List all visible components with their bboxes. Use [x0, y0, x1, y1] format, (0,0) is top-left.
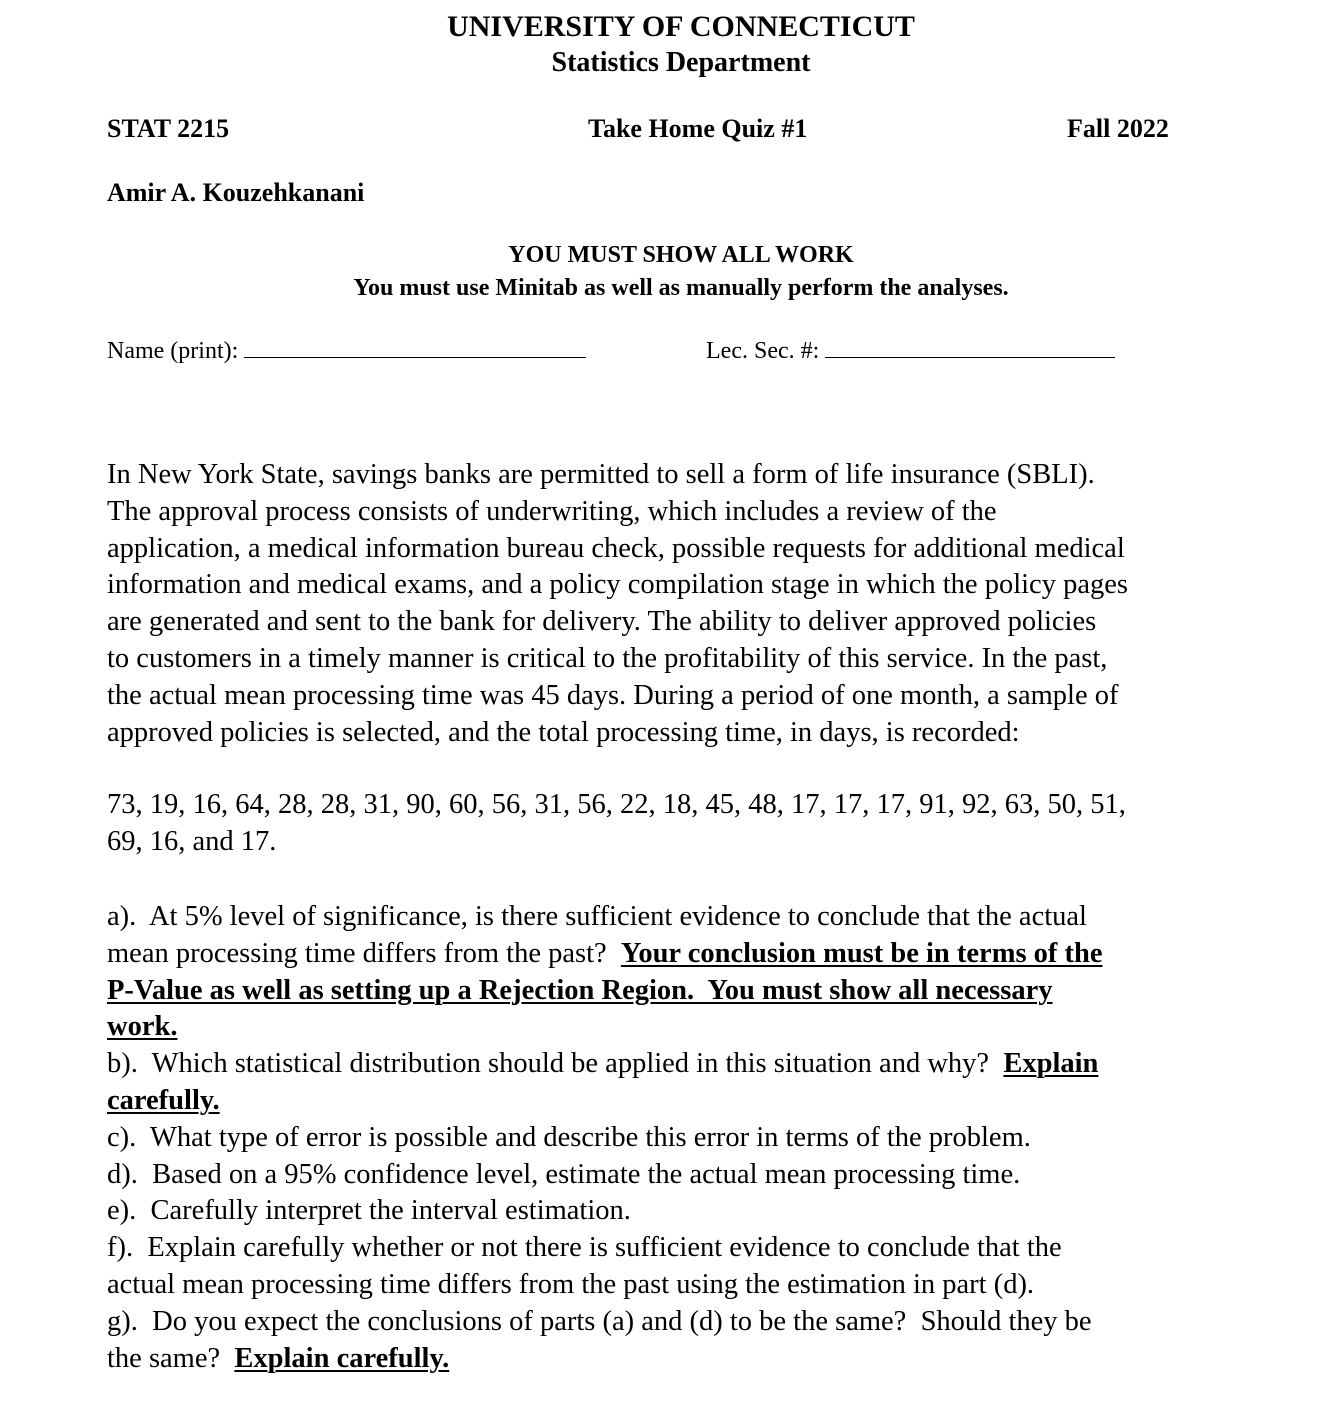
- question-line: [107, 936, 1103, 973]
- question-line: [107, 1341, 1103, 1378]
- question-line: [107, 973, 1103, 1010]
- question-line: [107, 1046, 1103, 1083]
- section-label: Lec. Sec. #:: [706, 338, 820, 364]
- question-text: the same?: [107, 1342, 235, 1374]
- question-text: actual mean processing time differs from the past using the estimation in part (d).: [107, 1268, 1035, 1300]
- emphasis-text: P-Value as well as setting up a Rejection Region. You must show all necessary: [107, 974, 1053, 1006]
- problem-statement: [107, 457, 1128, 751]
- emphasis-text: Explain: [1003, 1048, 1099, 1080]
- instruction-minitab: You must use Minitab as well as manually perform the analyses.: [353, 275, 1009, 301]
- question-line: [107, 1304, 1103, 1341]
- question-line: [107, 1230, 1103, 1267]
- problem-line: the actual mean processing time was 45 days. During a period of one month, a sample of: [107, 679, 1119, 711]
- problem-line: approved policies is selected, and the total processing time, in days, is recorded:: [107, 716, 1020, 748]
- problem-line: The approval process consists of underwriting, which includes a review of the: [107, 495, 997, 527]
- university-name: UNIVERSITY OF CONNECTICUT: [447, 10, 915, 43]
- data-values: [107, 787, 1126, 861]
- emphasis-text: Your conclusion must be in terms of the: [620, 937, 1103, 969]
- department-name: Statistics Department: [551, 47, 811, 78]
- name-label: Name (print):: [107, 338, 239, 364]
- question-text: mean processing time differs from the past?: [107, 937, 621, 969]
- emphasis-text: work.: [107, 1011, 178, 1043]
- course-code: STAT 2215: [107, 114, 230, 143]
- question-line: [107, 899, 1103, 936]
- instruction-show-work: YOU MUST SHOW ALL WORK: [508, 242, 854, 268]
- question-line: [107, 1193, 1103, 1230]
- term: Fall 2022: [1067, 114, 1169, 143]
- section-blank[interactable]: [825, 339, 1115, 358]
- question-line: [107, 1120, 1103, 1157]
- question-line: [107, 1009, 1103, 1046]
- problem-line: In New York State, savings banks are permitted to sell a form of life insurance (SBLI).: [107, 459, 1095, 490]
- question-text: g). Do you expect the conclusions of parts (a) and (d) to be the same? Should they be: [107, 1305, 1092, 1337]
- question-line: [107, 1267, 1103, 1304]
- question-text: c). What type of error is possible and describe this error in terms of the problem.: [107, 1121, 1031, 1153]
- question-text: e). Carefully interpret the interval estimation.: [107, 1195, 631, 1227]
- question-text: d). Based on a 95% confidence level, estimate the actual mean processing time.: [107, 1158, 1021, 1190]
- questions-list: [107, 899, 1103, 1377]
- quiz-title: Take Home Quiz #1: [588, 114, 808, 143]
- section-field[interactable]: [706, 338, 1115, 365]
- question-text: a). At 5% level of significance, is there sufficient evidence to conclude that the actual: [107, 901, 1087, 932]
- problem-line: to customers in a timely manner is critical to the profitability of this service. In the past,: [107, 642, 1108, 674]
- question-text: f). Explain carefully whether or not there is sufficient evidence to conclude that the: [107, 1232, 1062, 1264]
- problem-line: application, a medical information bureau check, possible requests for additional medical: [107, 532, 1125, 564]
- problem-line: information and medical exams, and a policy compilation stage in which the policy pages: [107, 569, 1128, 601]
- instructor-name: Amir A. Kouzehkanani: [107, 178, 365, 207]
- question-text: b). Which statistical distribution should be applied in this situation and why?: [107, 1048, 1004, 1080]
- name-field[interactable]: [107, 338, 586, 365]
- name-blank[interactable]: [244, 339, 586, 358]
- data-line: 69, 16, and 17.: [107, 825, 277, 857]
- question-line: [107, 1157, 1103, 1194]
- problem-line: are generated and sent to the bank for delivery. The ability to deliver approved policies: [107, 606, 1097, 638]
- emphasis-text: carefully.: [107, 1084, 220, 1116]
- question-line: [107, 1083, 1103, 1120]
- emphasis-text: Explain carefully.: [234, 1342, 450, 1374]
- data-line: 73, 19, 16, 64, 28, 28, 31, 90, 60, 56, 31, 56, 22, 18, 45, 48, 17, 17, 17, 91, 92, 63, 50, 51,: [107, 789, 1126, 820]
